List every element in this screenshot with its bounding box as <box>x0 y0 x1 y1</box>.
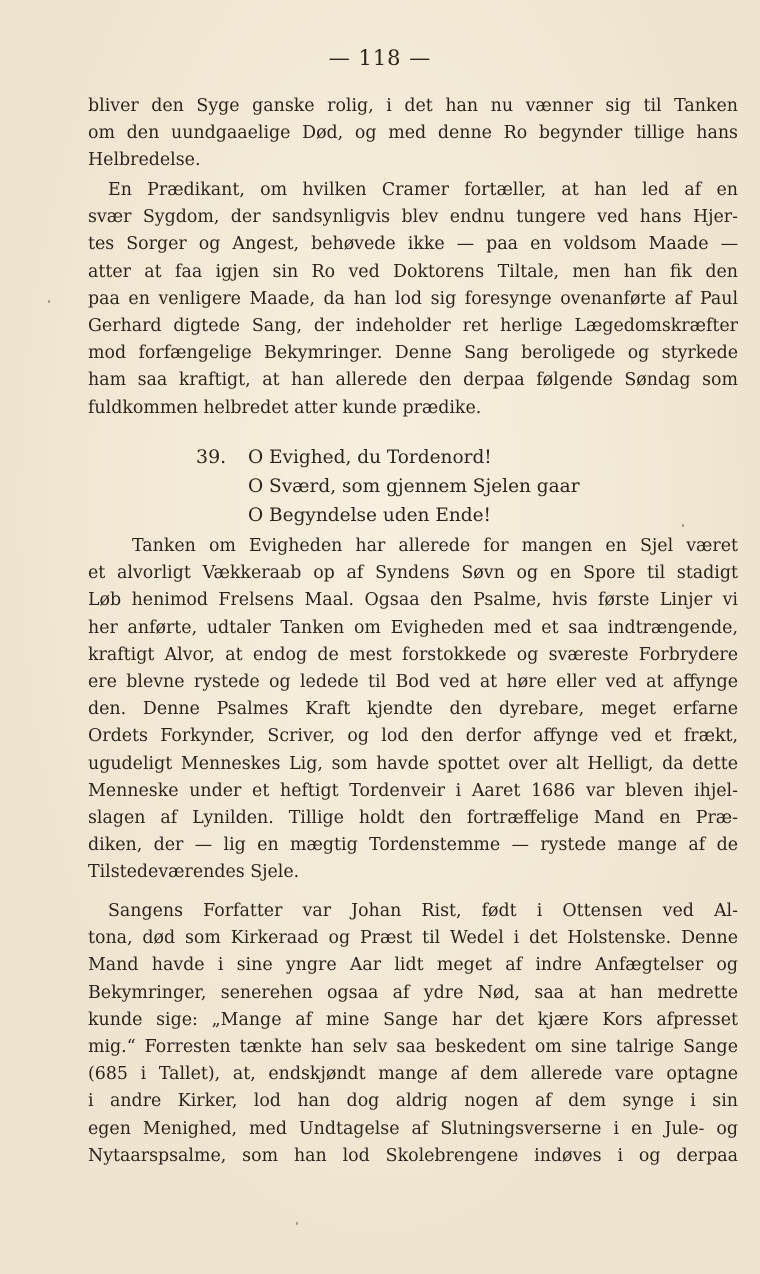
text-line: mod forfængelige Bekymringer. Denne Sang beroligede og styrkede <box>88 343 738 364</box>
text-line: et alvorligt Vækkeraab op af Syndens Søvn og en Spore til stadigt <box>88 563 738 584</box>
text-line: Bekymringer, senerehen ogsaa af ydre Nød, saa at han medrette <box>88 982 738 1003</box>
text-line: i andre Kirker, lod han dog aldrig nogen af dem synge i sin <box>88 1091 738 1112</box>
paragraph-intro <box>88 93 738 175</box>
text-line: mig.“ Forresten tænkte han selv saa beskedent om sine talrige Sange <box>88 1036 738 1057</box>
paper-speck <box>48 300 50 303</box>
text-line: atter at faa igjen sin Ro ved Doktorens Tiltale, men han fik den <box>88 261 738 282</box>
text-line: ugudeligt Menneskes Lig, som havde spottet over alt Helligt, da dette <box>88 753 738 774</box>
text-line: den. Denne Psalmes Kraft kjendte den dyrebare, meget erfarne <box>88 699 738 720</box>
text-line: paa en venligere Maade, da han lod sig foresynge ovenanførte af Paul <box>88 288 738 309</box>
text-line: tes Sorger og Angest, behøvede ikke — paa en voldsom Maade — <box>88 234 738 255</box>
paper-speck <box>682 524 684 527</box>
text-line: Løb henimod Frelsens Maal. Ogsaa den Psalme, hvis første Linjer vi <box>88 590 738 611</box>
text-line: bliver den Syge ganske rolig, i det han nu vænner sig til Tanken <box>88 96 738 116</box>
paragraph-cramer <box>88 177 738 422</box>
text-line: Ordets Forkynder, Scriver, og lod den derfor affynge ved et frækt, <box>88 726 738 747</box>
text-line: Gerhard digtede Sang, der indeholder ret herlige Lægedomskræfter <box>88 315 738 336</box>
text-line: Menneske under et heftigt Tordenveir i Aaret 1686 var bleven ihjel- <box>88 780 738 801</box>
text-line: Nytaarspsalme, som han lod Skolebrengene indøves i og derpaa <box>88 1145 738 1166</box>
text-line: (685 i Tallet), at, endskjøndt mange af dem allerede vare optagne <box>88 1064 738 1085</box>
text-line: diken, der — lig en mægtig Tordenstemme — rystede mange af de <box>88 835 738 856</box>
text-line: Mand havde i sine yngre Aar lidt meget af indre Anfægtelser og <box>88 955 738 976</box>
page-number: — 118 — <box>328 46 432 70</box>
text-line: kraftigt Alvor, at endog de mest forstokkede og sværeste Forbrydere <box>88 644 738 665</box>
hymn-line-text: O Evighed, du Tordenord! <box>248 447 492 468</box>
paper-speck <box>296 1222 298 1225</box>
text-line: ere blevne rystede og ledede til Bod ved at høre eller ved at affynge <box>88 671 738 692</box>
hymn-line: O Begyndelse uden Ende! <box>248 505 491 526</box>
text-line: Tilstedeværendes Sjele. <box>88 862 300 883</box>
text-line: kunde sige: „Mange af mine Sange har det kjære Kors afpresset <box>88 1009 738 1030</box>
paragraph-author <box>88 898 738 1170</box>
paragraph-eternity <box>88 533 738 886</box>
text-line: En Prædikant, om hvilken Cramer fortæller, at han led af en <box>108 180 738 200</box>
hymn-number: 39. <box>196 446 227 468</box>
hymn-line: O Sværd, som gjennem Sjelen gaar <box>248 476 580 497</box>
text-line: tona, død som Kirkeraad og Præst til Wedel i det Holstenske. Denne <box>88 928 738 949</box>
text-line: Helbredelse. <box>88 150 201 171</box>
text-line: her anførte, udtaler Tanken om Evigheden med et saa indtrængende, <box>88 617 738 638</box>
text-line: Sangens Forfatter var Johan Rist, født i Ottensen ved Al- <box>108 901 738 921</box>
text-line: egen Menighed, med Undtagelse af Slutningsverserne i en Jule- og <box>88 1118 738 1139</box>
text-line: slagen af Lynilden. Tillige holdt den fortræffelige Mand en Præ- <box>88 807 738 828</box>
text-line: fuldkommen helbredet atter kunde prædike. <box>88 397 482 418</box>
hymn-line <box>196 443 616 472</box>
text-line: om den uundgaaelige Død, og med denne Ro begynder tillige hans <box>88 123 738 144</box>
hymn-quote <box>196 443 616 530</box>
text-line: svær Sygdom, der sandsynligvis blev endnu tungere ved hans Hjer- <box>88 207 738 228</box>
text-line: ham saa kraftigt, at han allerede den derpaa følgende Søndag som <box>88 370 738 391</box>
text-line: Tanken om Evigheden har allerede for mangen en Sjel været <box>132 536 738 556</box>
